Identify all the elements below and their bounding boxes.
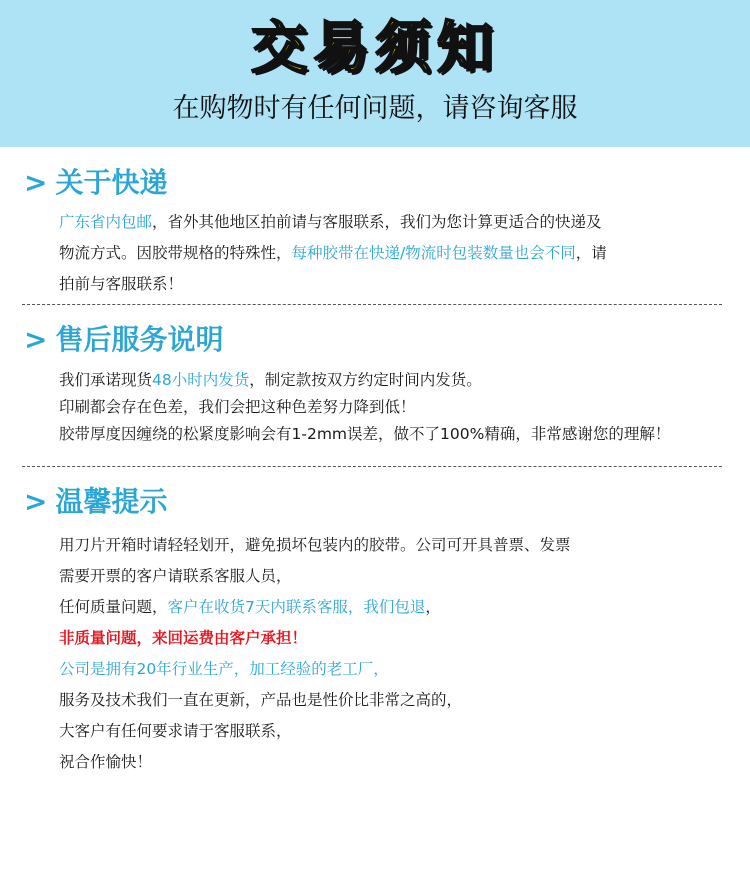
- text-line: [59, 530, 739, 561]
- highlight-text: 公司是拥有20年行业生产，加工经验的老工厂，: [59, 660, 389, 678]
- body-text: ，省外其他地区拍前请与客服联系，我们为您计算更适合的快递及: [152, 213, 602, 231]
- text-line: [59, 685, 739, 716]
- section-title: 售后服务说明: [55, 323, 224, 356]
- highlight-text: 客户在收货7天内联系客服，我们包退: [167, 598, 426, 616]
- body-text: 印刷都会存在色差，我们会把这种色差努力降到低！: [59, 398, 416, 416]
- body-text: ，: [425, 598, 441, 616]
- chevron-right-icon: >: [24, 166, 48, 199]
- highlight-text: 每种胶带在快递/物流时包装数量也会不同: [291, 244, 576, 262]
- body-text: 服务及技术我们一直在更新，产品也是性价比非常之高的，: [59, 691, 463, 709]
- text-line: [59, 421, 739, 448]
- body-text: 祝合作愉快！: [59, 753, 153, 771]
- warning-text: 非质量问题，来回运费由客户承担！: [59, 629, 308, 647]
- section-body-shipping: [59, 207, 739, 300]
- section-title: 关于快递: [55, 166, 168, 199]
- text-line: [59, 654, 739, 685]
- text-line: [59, 747, 739, 778]
- text-line: [59, 561, 739, 592]
- section-title: 温馨提示: [55, 485, 168, 518]
- body-text: 拍前与客服联系！: [59, 275, 184, 293]
- page-subtitle: 在购物时有任何问题，请咨询客服: [172, 93, 578, 124]
- dashed-divider: [22, 466, 722, 467]
- body-text: 大客户有任何要求请于客服联系，: [59, 722, 292, 740]
- body-text: 胶带厚度因缠绕的松紧度影响会有1-2mm误差，做不了100%精确，非常感谢您的理解！: [59, 425, 671, 443]
- body-text: 我们承诺现货: [59, 371, 153, 389]
- section-body-after-sales: [59, 367, 739, 448]
- chevron-right-icon: >: [24, 485, 48, 518]
- text-line: [59, 592, 739, 623]
- text-line: [59, 716, 739, 747]
- section-heading-after-sales: [24, 322, 223, 358]
- text-line: [59, 207, 739, 238]
- text-line: [59, 367, 739, 394]
- body-text: ，请: [575, 244, 607, 262]
- body-text: 用刀片开箱时请轻轻划开，避免损坏包装内的胶带。公司可开具普票、发票: [59, 536, 571, 554]
- text-line: [59, 238, 739, 269]
- text-line: [59, 394, 739, 421]
- highlight-text: 广东省内包邮: [59, 213, 153, 231]
- header-banner: [0, 0, 750, 147]
- section-heading-shipping: [24, 165, 167, 201]
- section-heading-tips: [24, 484, 167, 520]
- page-title: 交易须知: [251, 16, 499, 81]
- chevron-right-icon: >: [24, 323, 48, 356]
- text-line: [59, 269, 739, 300]
- dashed-divider: [22, 304, 722, 305]
- body-text: 物流方式。因胶带规格的特殊性，: [59, 244, 292, 262]
- section-body-tips: [59, 530, 739, 778]
- body-text: ，制定款按双方约定时间内发货。: [249, 371, 482, 389]
- text-line: [59, 623, 739, 654]
- body-text: 任何质量问题，: [59, 598, 168, 616]
- highlight-text: 48小时内发货: [152, 371, 250, 389]
- body-text: 需要开票的客户请联系客服人员，: [59, 567, 292, 585]
